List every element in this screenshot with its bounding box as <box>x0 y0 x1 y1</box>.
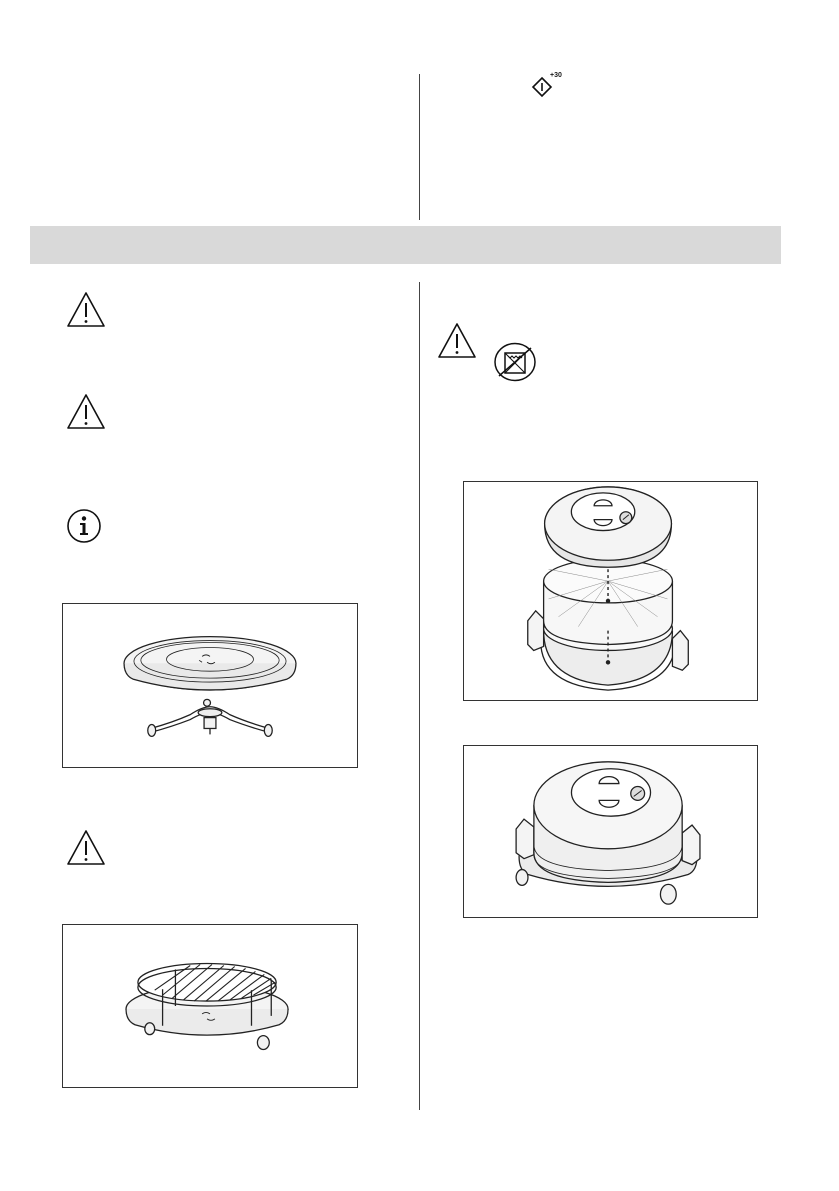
warning-triangle-icon <box>66 291 106 328</box>
figure-crisp-plate-assembled <box>463 745 758 918</box>
figure-crisp-plate-exploded <box>463 481 758 701</box>
warning-triangle-icon <box>66 829 106 866</box>
main-column-divider <box>419 282 420 1110</box>
info-circle-icon <box>66 508 102 544</box>
start-plus-30-icon <box>531 76 553 98</box>
top-column-divider <box>419 74 420 220</box>
figure-grill-rack-on-turntable <box>62 924 358 1088</box>
section-heading-band <box>30 226 781 264</box>
warning-triangle-icon <box>437 322 477 359</box>
warning-triangle-icon <box>66 393 106 430</box>
no-grill-crossed-icon <box>493 342 537 382</box>
start-plus-30-label: +30 <box>550 72 562 79</box>
figure-turntable-and-support <box>62 603 358 768</box>
